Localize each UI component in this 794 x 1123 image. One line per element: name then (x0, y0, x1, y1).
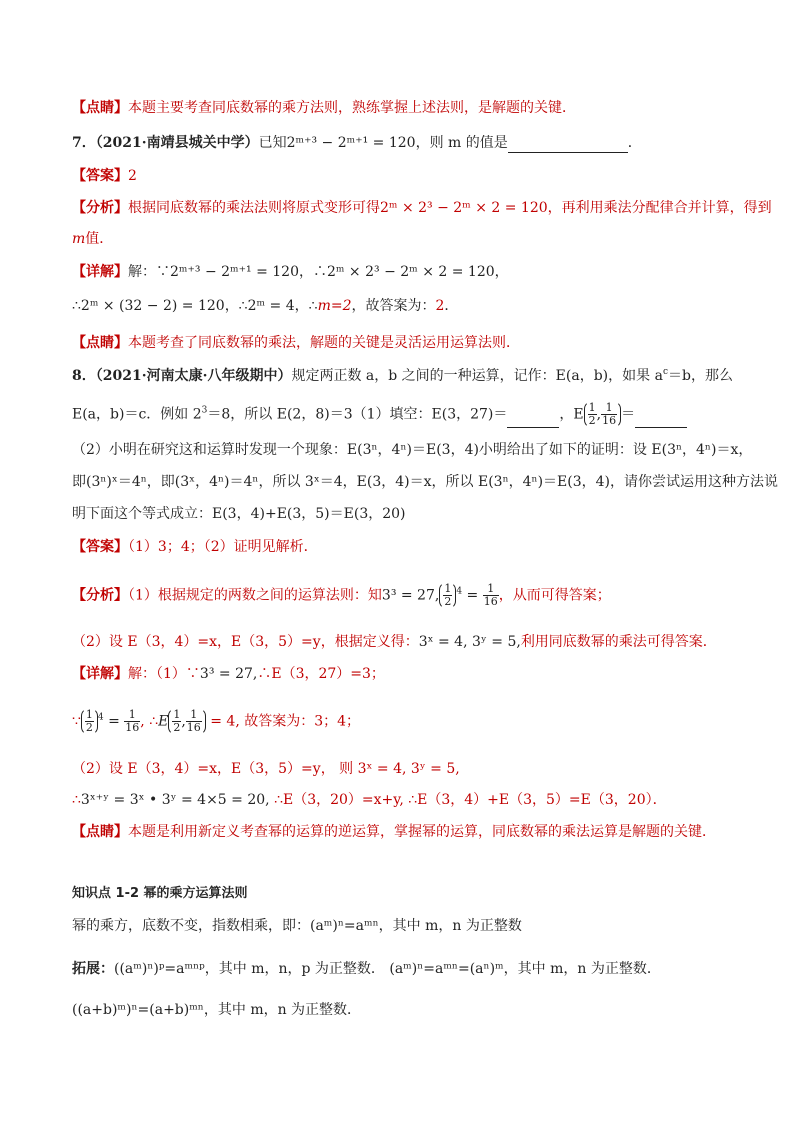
detail-text-3: = 4, 故答案为：3；4； (205, 713, 361, 730)
detail-text-5: ，∴ (224, 298, 248, 314)
detail-m-value: m=2 (317, 298, 352, 314)
E-symbol: E (158, 713, 169, 730)
analysis-text-2: 利用同底数幂的乘法可得答案． (520, 634, 717, 650)
detail-8-line-1 (72, 664, 385, 684)
analysis-8-line-1 (72, 582, 611, 609)
detail-8-line-4 (72, 790, 667, 810)
detail-text: ∴ (72, 792, 81, 808)
analysis-text-2: ，从而可得答案； (498, 587, 611, 604)
fraction-numerator: 1 (186, 709, 202, 722)
question-8-line-4: 即(3ⁿ)ˣ＝4ⁿ，即(3ˣ，4ⁿ)＝4ⁿ，所以 3ˣ＝4，E(3，4)＝x，所以 E(3ⁿ，4ⁿ)＝E(3，4)，请你尝试运用这种方法说 (72, 474, 779, 490)
dianjing-6 (72, 98, 576, 118)
analysis-7-line-2 (72, 229, 113, 249)
detail-text: 解：∵ (128, 264, 170, 280)
fraction-numerator: 1 (588, 401, 596, 414)
fraction-paren (439, 582, 456, 609)
fraction-denominator: 2 (588, 414, 596, 427)
stem-sup: c (662, 367, 668, 377)
answer-tag: 【答案】 (72, 539, 128, 555)
fraction-pair: $\frac{1}{2}$ , $\frac{1}{16}$ (168, 708, 205, 735)
detail-tag: 【详解】 (72, 264, 128, 280)
detail-end: ． (444, 298, 459, 314)
analysis-text: （2）设 E（3，4）=x，E（3，5）=y，根据定义得： (72, 634, 419, 650)
fraction-denominator: 2 (85, 721, 93, 734)
analysis-text-2: ，再利用乘法分配律合并计算，得到 (547, 200, 772, 216)
detail-text: 解：（1）∵ (128, 666, 200, 682)
fraction-denominator: 2 (444, 595, 452, 608)
detail-text-2: , ∴ (140, 713, 159, 730)
dianjing-tag: 【点睛】 (72, 335, 128, 351)
dianjing-7 (72, 333, 520, 353)
analysis-text: （1）根据规定的两数之间的运算法则：知 (128, 587, 382, 604)
fraction (483, 583, 499, 608)
answer-7 (72, 166, 137, 186)
fraction-numerator: 1 (124, 709, 140, 722)
fraction-numerator: 1 (601, 402, 617, 415)
analysis-eq: 3ˣ = 4, 3ʸ = 5, (418, 634, 521, 650)
knowledge-point-rule: 幂的乘方，底数不变，指数相乘，即：(aᵐ)ⁿ=aᵐⁿ，其中 m，n 为正整数 (72, 918, 522, 934)
question-source: （2021·河南太康·八年级期中） (95, 368, 292, 384)
extension-text: ((aᵐ)ⁿ)ᵖ=aᵐⁿᵖ，其中 m，n，p 为正整数． (aᵐ)ⁿ=aᵐⁿ=(aⁿ)ᵐ，其中 m，n 为正整数． (114, 961, 661, 977)
detail-text-2: ∴E（3，20）=x+y, ∴E（3，4）+E（3，5）=E（3，20）． (269, 792, 667, 808)
dianjing-text: 本题是利用新定义考查幂的运算的逆运算，掌握幂的运算，同底数幂的乘法运算是解题的关键． (128, 824, 716, 840)
detail-eq: 3³ = 27, (199, 666, 258, 682)
answer-tag: 【答案】 (72, 168, 128, 184)
fraction-numerator: 1 (173, 708, 181, 721)
detail-7-line-2 (72, 296, 458, 316)
answer-8 (72, 537, 318, 557)
dianjing-8 (72, 822, 716, 842)
stem-equation: 2ᵐ⁺³ − 2ᵐ⁺¹ = 120 (286, 135, 416, 151)
analysis-equation: 2ᵐ × 2³ − 2ᵐ × 2 = 120 (380, 200, 548, 216)
equals: = (462, 587, 483, 604)
fraction (172, 709, 181, 734)
stem-text: 规定两正数 a，b 之间的一种运算，记作：E(a，b)，如果 a (291, 368, 663, 384)
answer-value: 2 (128, 168, 137, 184)
fraction-denominator: 16 (483, 595, 498, 608)
question-7-stem (72, 133, 642, 153)
equals: = (103, 713, 125, 730)
question-8-line-1 (72, 366, 733, 386)
fraction (588, 402, 597, 427)
fraction-numerator: 1 (483, 583, 499, 596)
question-8-line-5: 明下面这个等式成立：E(3，4)+E(3，5)＝E(3，20) (72, 506, 406, 522)
detail-7-line-1 (72, 262, 509, 282)
exponent: 4 (456, 586, 463, 597)
detail-8-line-2 (72, 708, 360, 735)
stem-text: 已知 (258, 135, 287, 151)
stem-text-2: ＝8，所以 E(2，8)＝3（1）填空：E(3，27)＝ (207, 406, 508, 423)
analysis-tag: 【分析】 (72, 587, 128, 604)
detail-text-7: ，故答案为： (351, 298, 436, 314)
answer-blank-2 (635, 411, 687, 428)
detail-eq-3: 2ᵐ × (32 − 2) = 120 (80, 298, 225, 314)
stem-end: ． (627, 135, 642, 151)
stem-sup: 3 (201, 405, 208, 416)
detail-8-line-3: （2）设 E（3，4）=x，E（3，5）=y， 则 3ˣ = 4, 3ʸ = 5, (72, 761, 460, 777)
analysis-7-line-1 (72, 198, 772, 218)
detail-text-3: ， (494, 264, 509, 280)
detail-text-6: ，∴ (294, 298, 318, 314)
dianjing-tag: 【点睛】 (72, 100, 128, 116)
analysis-text: 根据同底数幂的乘法法则将原式变形可得 (128, 200, 380, 216)
question-8-line-2 (72, 401, 687, 428)
analysis-8-line-2 (72, 632, 717, 652)
fraction (85, 709, 94, 734)
fraction-paren (81, 708, 98, 735)
stem-text-3: ，E (559, 406, 584, 423)
question-number: 8． (72, 368, 96, 384)
fraction-denominator: 16 (186, 721, 201, 734)
answer-blank (508, 136, 628, 153)
fraction (601, 402, 617, 427)
stem-text: E(a，b)＝c．例如 2 (72, 406, 202, 423)
detail-text: ∵ (72, 713, 81, 730)
analysis-tag: 【分析】 (72, 200, 128, 216)
knowledge-point-title: 知识点 1-2 幂的乘方运算法则 (72, 886, 248, 901)
stem-text-2: ＝b，那么 (667, 368, 733, 384)
detail-eq-2: 2ᵐ × 2³ − 2ᵐ × 2 = 120 (326, 264, 495, 280)
detail-eq: 3ˣ⁺ʸ = 3ˣ • 3ʸ = 4×5 = 20, (80, 792, 270, 808)
extension-line-1 (72, 959, 661, 979)
exponent: 4 (97, 712, 104, 723)
detail-tag: 【详解】 (72, 666, 128, 682)
fraction-denominator: 16 (602, 414, 617, 427)
detail-text-4: ∴ (72, 298, 81, 314)
detail-eq-4: 2ᵐ = 4 (247, 298, 295, 314)
dianjing-text: 本题考查了同底数幂的乘法，解题的关键是灵活运用运算法则． (128, 335, 520, 351)
question-8-line-3: （2）小明在研究这和运算时发现一个现象：E(3ⁿ，4ⁿ)＝E(3，4)小明给出了如下的证明：设 E(3ⁿ，4ⁿ)＝x， (72, 442, 753, 458)
analysis-var: m (72, 231, 86, 247)
answer-blank-1 (507, 411, 559, 428)
fraction-numerator: 1 (444, 582, 452, 595)
dianjing-tag: 【点睛】 (72, 824, 128, 840)
fraction (443, 583, 452, 608)
question-source: （2021·南靖县城关中学） (95, 135, 259, 151)
detail-text-2: ∴E（3，27）=3； (257, 666, 385, 682)
fraction (186, 709, 202, 734)
detail-eq: 2ᵐ⁺³ − 2ᵐ⁺¹ = 120 (170, 264, 299, 280)
fraction-pair: $\frac{1}{2}$ , $\frac{1}{16}$ (584, 401, 621, 428)
extension-line-2: ((a+b)ᵐ)ⁿ=(a+b)ᵐⁿ，其中 m，n 为正整数． (72, 1002, 362, 1018)
analysis-eq: 3³ = 27, (381, 587, 440, 604)
detail-text-2: ，∴ (298, 264, 327, 280)
dianjing-text: 本题主要考查同底数幂的乘方法则，熟练掌握上述法则，是解题的关键． (128, 100, 576, 116)
detail-answer: 2 (435, 298, 445, 314)
extension-label: 拓展： (72, 961, 114, 977)
stem-text-2: ，则 m 的值是 (415, 135, 508, 151)
fraction-denominator: 2 (173, 721, 181, 734)
question-number: 7． (72, 135, 96, 151)
analysis-text-3: 值． (85, 231, 114, 247)
stem-text-4: ＝ (621, 406, 636, 423)
fraction-numerator: 1 (85, 708, 93, 721)
fraction (124, 709, 140, 734)
fraction-denominator: 16 (125, 721, 140, 734)
answer-value: （1）3；4；（2）证明见解析． (128, 539, 318, 555)
